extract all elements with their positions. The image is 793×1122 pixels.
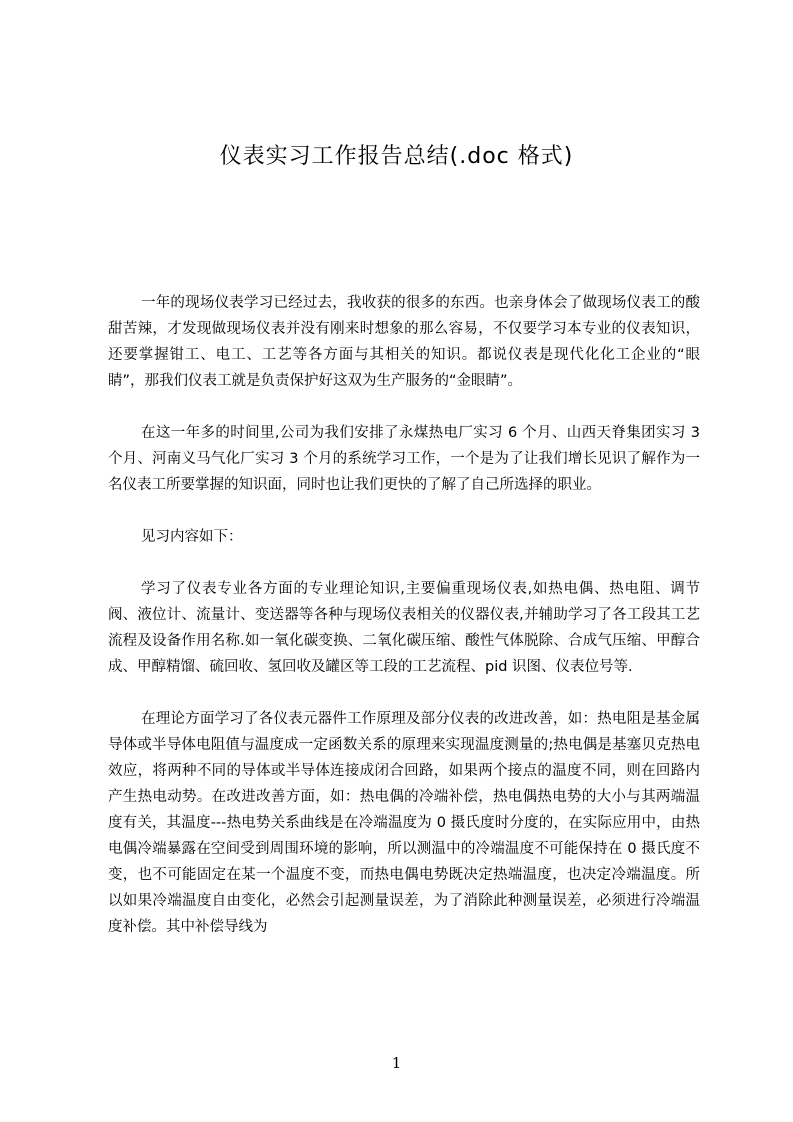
paragraph-theory: 在理论方面学习了各仪表元器件工作原理及部分仪表的改进改善，如：热电阻是基金属导体或半导体电阻值与温度成一定函数关系的原理来实现温度测量的;热电偶是基塞贝克热电效应，将两种不同的导体或半导体连接成闭合回路，如果两个接点的温度不同，则在回路内产生热电动势。在改进改善方面，如：热电偶的冷端补偿，热电偶热电势的大小与其两端温度有关，其温度---热电势关系曲线是在冷端温度为 0 摄氏度时分度的，在实际应用中，由热电偶冷端暴露在空间受到周围环境的影响，所以测温中的冷端温度不可能保持在 0 摄氏度不变，也不可能固定在某一个温度不变，而热电偶电势既决定热端温度，也决定冷端温度。所以如果冷端温度自由变化，必然会引起测量误差，为了消除此种测量误差，必须进行冷端温度补偿。其中补偿导线为: [108, 711, 700, 935]
paragraph-internship-schedule: 在这一年多的时间里,公司为我们安排了永煤热电厂实习 6 个月、山西天脊集团实习 3 个月、河南义马气化厂实习 3 个月的系统学习工作，一个是为了让我们增长见识了解作为一名仪表工所要掌握的知识面，同时也让我们更快的了解了自己所选择的职业。: [108, 425, 700, 493]
document-title: 仪表实习工作报告总结(.doc 格式): [219, 144, 574, 169]
page-number: 1: [391, 1054, 402, 1072]
paragraph-intro: 一年的现场仪表学习已经过去，我收获的很多的东西。也亲身体会了做现场仪表工的酸甜苦辣，才发现做现场仪表并没有刚来时想象的那么容易，不仅要学习本专业的仪表知识，还要掌握钳工、电工、工艺等各方面与其相关的知识。都说仪表是现代化化工企业的“眼睛”，那我们仪表工就是负责保护好这双为生产服务的“金眼睛”。: [108, 295, 700, 389]
document-body: [108, 290, 700, 966]
paragraph-study-content: 学习了仪表专业各方面的专业理论知识,主要偏重现场仪表,如热电偶、热电阻、调节阀、液位计、流量计、变送器等各种与现场仪表相关的仪器仪表,并辅助学习了各工段其工艺流程及设备作用名称.如一氧化碳变换、二氧化碳压缩、酸性气体脱除、合成气压缩、甲醇合成、甲醇精馏、硫回收、氢回收及罐区等工段的工艺流程、pid 识图、仪表位号等.: [108, 581, 700, 675]
paragraph-content-heading: 见习内容如下：: [141, 529, 243, 545]
